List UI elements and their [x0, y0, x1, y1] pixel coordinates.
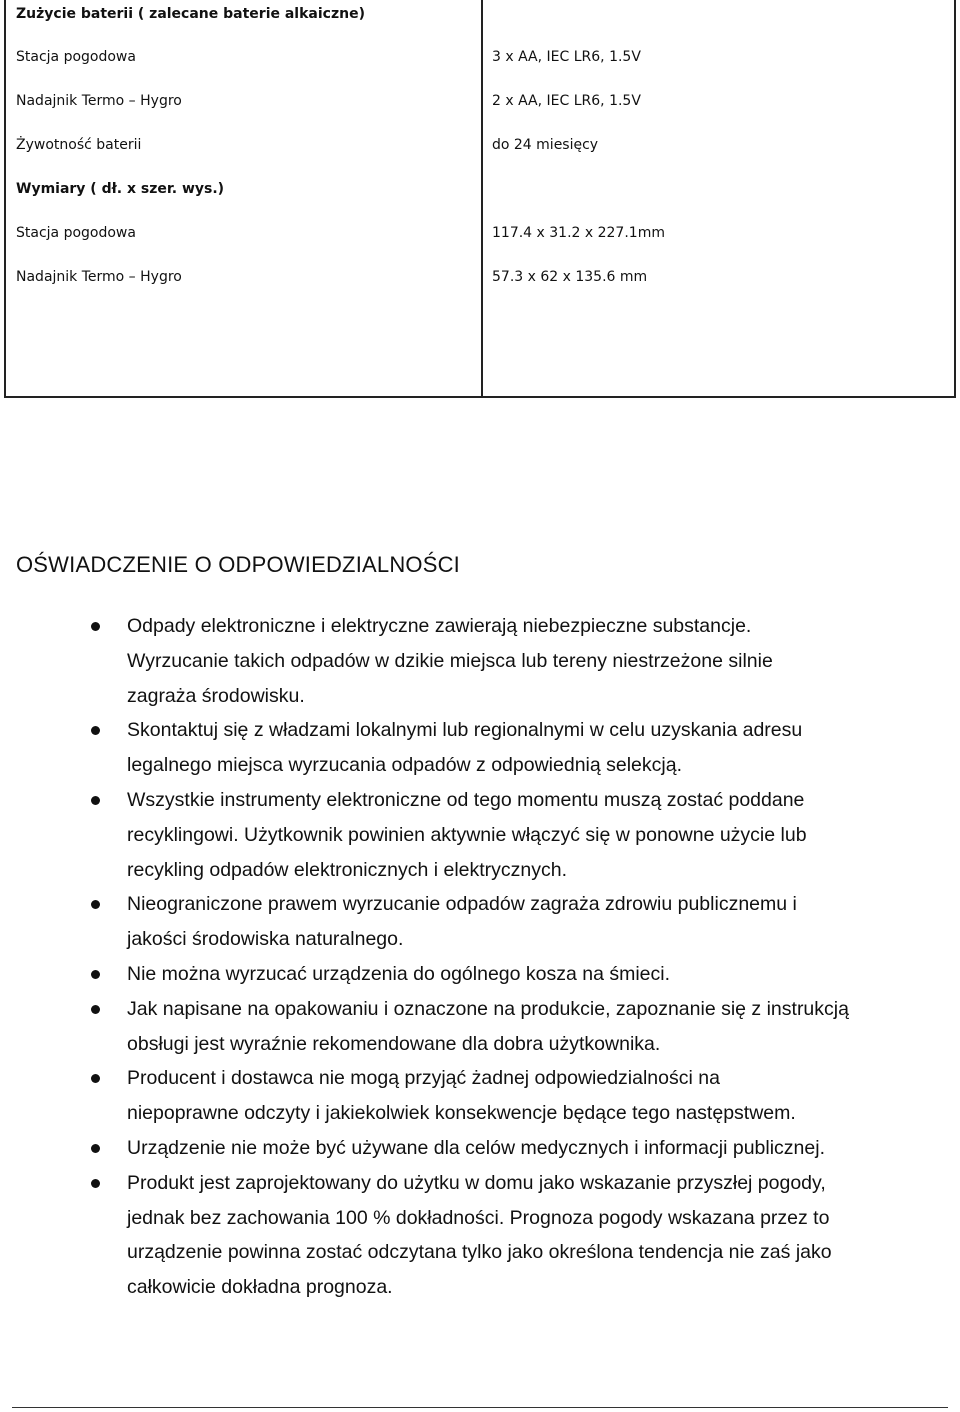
list-item-line: Producent i dostawca nie mogą przyjąć żadnej odpowiedzialności na — [127, 1067, 720, 1090]
bullet-icon — [91, 796, 100, 805]
list-item-line: Urządzenie nie może być używane dla celów medycznych i informacji publicznej. — [127, 1136, 825, 1159]
dimension-row-label: Stacja pogodowa — [16, 225, 136, 241]
list-item — [0, 713, 960, 783]
table-column-divider — [481, 0, 483, 396]
list-item-line: Skontaktuj się z władzami lokalnymi lub regionalnymi w celu uzyskania adresu — [127, 719, 803, 742]
dimension-row-value: 57.3 x 62 x 135.6 mm — [492, 269, 648, 285]
list-item-line: Produkt jest zaprojektowany do użytku w domu jako wskazanie przyszłej pogody, — [127, 1171, 826, 1194]
footer-divider — [12, 1407, 948, 1408]
bullet-icon — [91, 1005, 100, 1014]
spec-table — [4, 0, 956, 398]
list-item — [0, 887, 960, 957]
list-item-line: zagraża środowisku. — [127, 684, 305, 707]
list-item-line: Wszystkie instrumenty elektroniczne od tego momentu muszą zostać poddane — [127, 788, 805, 811]
list-item-line: urządzenie powinna zostać odczytana tylko jako określona tendencja nie zaś jako — [127, 1241, 832, 1264]
battery-row-label: Żywotność baterii — [16, 137, 142, 153]
list-item-line: recykling odpadów elektronicznych i elektrycznych. — [127, 858, 568, 881]
list-item-line: jakości środowiska naturalnego. — [127, 928, 404, 951]
dimensions-heading: Wymiary ( dł. x szer. wys.) — [16, 181, 225, 197]
bullet-icon — [91, 1074, 100, 1083]
list-item — [0, 1131, 960, 1166]
list-item-line: całkowicie dokładna prognoza. — [127, 1276, 393, 1299]
list-item-line: jednak bez zachowania 100 % dokładności. Prognoza pogody wskazana przez to — [127, 1206, 830, 1229]
bullet-icon — [91, 1179, 100, 1188]
list-item-line: Odpady elektroniczne i elektryczne zawierają niebezpieczne substancje. — [127, 615, 752, 637]
battery-row-label: Stacja pogodowa — [16, 49, 136, 65]
list-item — [0, 957, 960, 992]
list-item — [0, 992, 960, 1062]
bullet-icon — [91, 970, 100, 979]
disclaimer-heading: OŚWIADCZENIE O ODPOWIEDZIALNOŚCI — [16, 552, 460, 577]
list-item — [0, 783, 960, 887]
list-item-line: legalnego miejsca wyrzucania odpadów z odpowiednią selekcją. — [127, 754, 682, 777]
list-item-line: niepoprawne odczyty i jakiekolwiek konsekwencje będące tego następstwem. — [127, 1102, 796, 1125]
battery-row-label: Nadajnik Termo – Hygro — [16, 93, 182, 109]
battery-row-value: 3 x AA, IEC LR6, 1.5V — [492, 49, 641, 65]
dimension-row-label: Nadajnik Termo – Hygro — [16, 269, 182, 285]
list-item-line: Jak napisane na opakowaniu i oznaczone na produkcie, zapoznanie się z instrukcją — [127, 997, 849, 1020]
battery-row-value: do 24 miesięcy — [492, 137, 599, 153]
list-item-line: recyklingowi. Użytkownik powinien aktywnie włączyć się w ponowne użycie lub — [127, 823, 807, 846]
list-item-line: obsługi jest wyraźnie rekomendowane dla dobra użytkownika. — [127, 1032, 661, 1055]
list-item-line: Nie można wyrzucać urządzenia do ogólnego kosza na śmieci. — [127, 962, 671, 985]
list-item — [0, 1166, 960, 1305]
bullet-icon — [91, 1144, 100, 1153]
bullet-icon — [91, 900, 100, 909]
battery-heading: Zużycie baterii ( zalecane baterie alkaiczne) — [16, 6, 365, 22]
bullet-icon — [91, 726, 100, 735]
list-item-line: Nieograniczone prawem wyrzucanie odpadów zagraża zdrowiu publicznemu i — [127, 893, 797, 916]
list-item — [0, 609, 960, 713]
disclaimer-list — [0, 609, 960, 1305]
dimension-row-value: 117.4 x 31.2 x 227.1mm — [492, 225, 665, 241]
battery-row-value: 2 x AA, IEC LR6, 1.5V — [492, 93, 641, 109]
list-item — [0, 1061, 960, 1131]
bullet-icon — [91, 622, 100, 631]
list-item-line: Wyrzucanie takich odpadów w dzikie miejsca lub tereny niestrzeżone silnie — [127, 649, 773, 672]
